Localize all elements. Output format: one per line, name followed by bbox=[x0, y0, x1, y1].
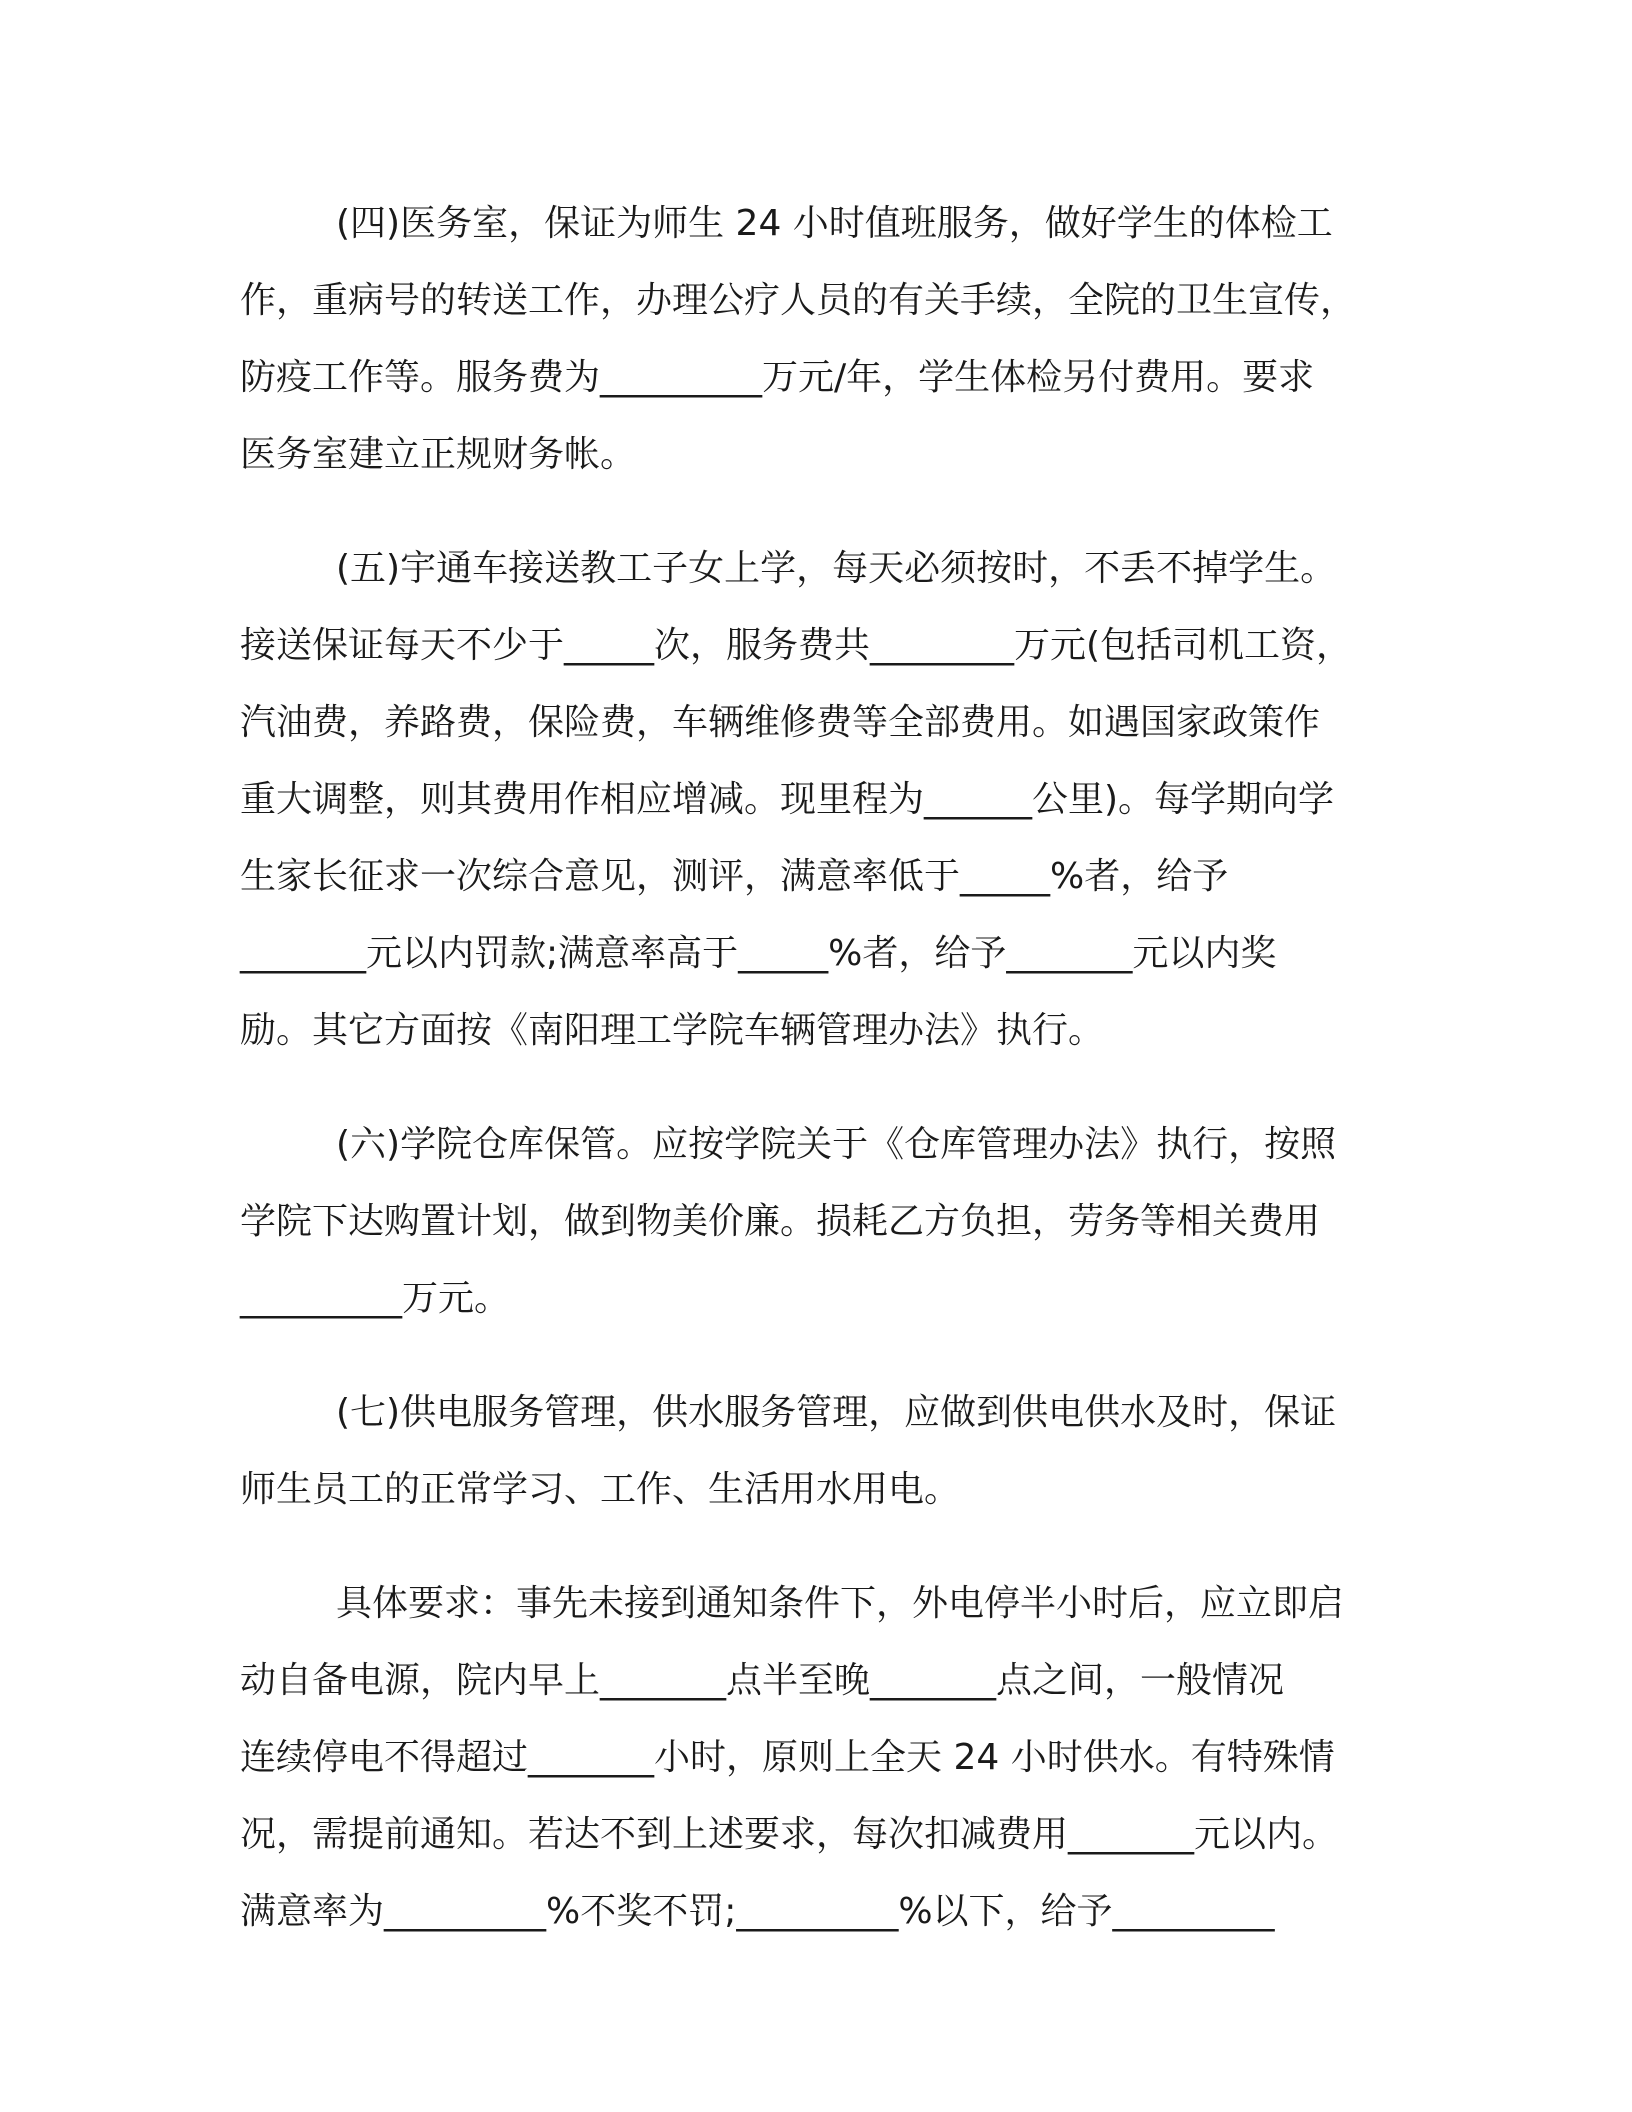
paragraph-shuttle-bus bbox=[240, 530, 1410, 1069]
text-line: 师生员工的正常学习、工作、生活用水用电。 bbox=[240, 1469, 961, 1510]
text-line: (七)供电服务管理，供水服务管理，应做到供电供水及时，保证 bbox=[336, 1392, 1337, 1433]
text-line: 连续停电不得超过_______小时，原则上全天 24 小时供水。有特殊情 bbox=[240, 1737, 1335, 1778]
text-line: 励。其它方面按《南阳理工学院车辆管理办法》执行。 bbox=[240, 1010, 1105, 1051]
text-line: 医务室建立正规财务帐。 bbox=[240, 434, 637, 475]
text-line: _________万元。 bbox=[240, 1278, 511, 1319]
text-line: 生家长征求一次综合意见，测评，满意率低于_____%者，给予 bbox=[240, 856, 1229, 897]
text-line: 重大调整，则其费用作相应增减。现里程为______公里)。每学期向学 bbox=[240, 779, 1335, 820]
text-line: 况，需提前通知。若达不到上述要求，每次扣减费用_______元以内。 bbox=[240, 1814, 1339, 1855]
text-line: 防疫工作等。服务费为_________万元/年，学生体检另付费用。要求 bbox=[240, 357, 1315, 398]
text-line: (四)医务室，保证为师生 24 小时值班服务，做好学生的体检工 bbox=[336, 203, 1333, 244]
text-line: 动自备电源，院内早上_______点半至晚_______点之间，一般情况 bbox=[240, 1660, 1285, 1701]
paragraph-requirements bbox=[240, 1565, 1410, 1950]
text-line: (五)宇通车接送教工子女上学，每天必须按时，不丢不掉学生。 bbox=[336, 548, 1337, 589]
text-line: 满意率为_________%不奖不罚;_________%以下，给予_________ bbox=[240, 1891, 1275, 1932]
text-line: (六)学院仓库保管。应按学院关于《仓库管理办法》执行，按照 bbox=[336, 1124, 1337, 1165]
text-line: 学院下达购置计划，做到物美价廉。损耗乙方负担，劳务等相关费用 bbox=[240, 1201, 1321, 1242]
text-line: 接送保证每天不少于_____次，服务费共________万元(包括司机工资， bbox=[240, 625, 1353, 666]
text-line: 汽油费，养路费，保险费，车辆维修费等全部费用。如遇国家政策作 bbox=[240, 702, 1321, 743]
text-line: _______元以内罚款;满意率高于_____%者，给予_______元以内奖 bbox=[240, 933, 1277, 974]
text-line: 具体要求：事先未接到通知条件下，外电停半小时后，应立即启 bbox=[336, 1583, 1345, 1624]
paragraph-warehouse bbox=[240, 1106, 1410, 1337]
paragraph-power-water bbox=[240, 1374, 1410, 1528]
paragraph-medical-room bbox=[240, 185, 1410, 493]
text-line: 作，重病号的转送工作，办理公疗人员的有关手续，全院的卫生宣传， bbox=[240, 280, 1357, 321]
document-body bbox=[240, 185, 1410, 1987]
